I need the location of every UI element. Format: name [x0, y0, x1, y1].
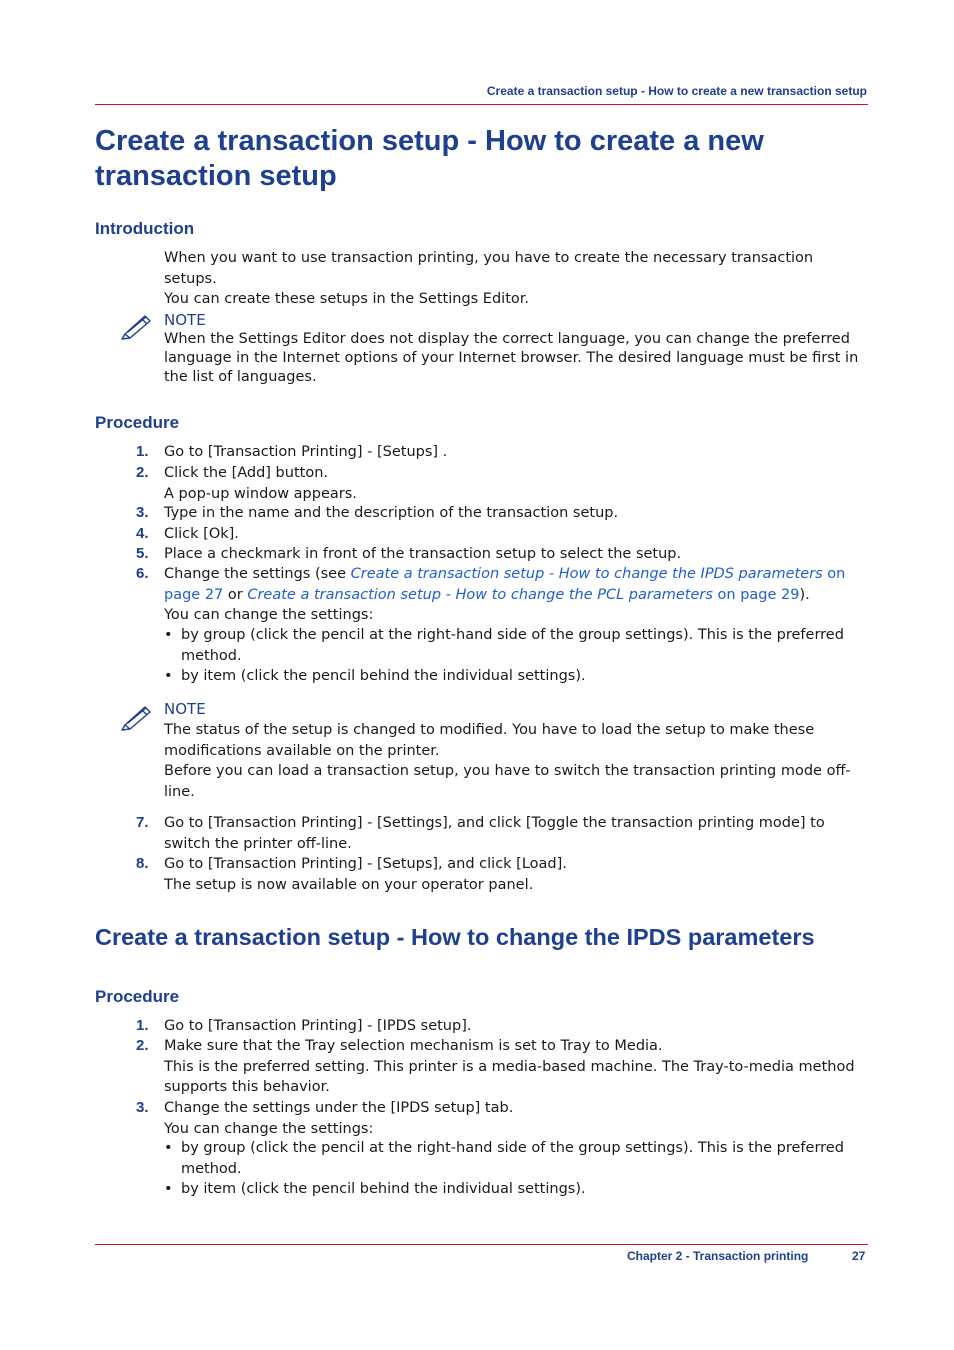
procedure-heading: Procedure [95, 413, 180, 432]
bullet-dot-icon: • [164, 627, 173, 643]
footer-rule [95, 1244, 868, 1245]
bullet-dot-icon: • [164, 668, 173, 684]
step-main-text: Go to [Transaction Printing] - [Setups], and click [Load]. [164, 856, 567, 872]
step-sub-text: You can change the settings: [164, 607, 374, 623]
step-text: Go to [Transaction Printing] - [IPDS setup]. [164, 1018, 472, 1034]
step-number: 6. [136, 565, 149, 582]
link-title: Create a transaction setup - How to change the PCL parameters [247, 586, 713, 603]
pencil-note-icon [119, 703, 153, 731]
link-page: on page 29 [712, 586, 800, 603]
step-sub-text: You can change the settings: [164, 1120, 374, 1137]
step-number: 5. [136, 545, 149, 562]
step-sub-text: A pop-up window appears. [164, 485, 357, 502]
page-27-link[interactable]: page 27 [164, 586, 224, 603]
note-text-1: The status of the setup is changed to modified. You have to load the setup to make these modifications available on the printer. [164, 722, 815, 759]
note-text [164, 720, 864, 802]
note-title: NOTE [164, 311, 206, 329]
step-number: 8. [136, 855, 149, 872]
step-number: 4. [136, 525, 149, 542]
step-text-prefix: Change the settings (see [164, 566, 351, 582]
step-number: 2. [136, 464, 149, 481]
step-main-text: Change the settings under the [IPDS setup] tab. [164, 1100, 514, 1116]
step-text: Go to [Transaction Printing] - [Settings], and click [Toggle the transaction printing mode] to switch the printer off-line. [164, 815, 825, 852]
step-text-suffix: ). [799, 586, 810, 603]
step-text: Place a checkmark in front of the transaction setup to select the setup. [164, 546, 682, 562]
step-number: 1. [136, 1017, 149, 1034]
intro-paragraph [164, 248, 864, 310]
bullet-dot-icon: • [164, 1181, 173, 1197]
section-title: Create a transaction setup - How to change the IPDS parameters [95, 924, 815, 950]
bullet-text: by group (click the pencil at the right-hand side of the group settings). This is the preferred method. [181, 1140, 844, 1177]
introduction-heading: Introduction [95, 219, 195, 238]
ipds-parameters-link[interactable] [351, 566, 846, 582]
bullet-text: by item (click the pencil behind the individual settings). [181, 668, 586, 684]
step-text [164, 564, 864, 626]
step-main-text: Click the [Add] button. [164, 465, 328, 481]
bullet-text: by item (click the pencil behind the individual settings). [181, 1181, 586, 1197]
step-number: 3. [136, 504, 149, 521]
page-title [95, 124, 764, 194]
step-number: 7. [136, 814, 149, 831]
pencil-note-icon [119, 312, 153, 340]
page-title-line2: transaction setup [95, 160, 337, 192]
page-number: 27 [852, 1249, 866, 1263]
footer-chapter: Chapter 2 - Transaction printing [627, 1249, 809, 1263]
step-main-text: Make sure that the Tray selection mechanism is set to Tray to Media. [164, 1038, 663, 1054]
step-sub-text: The setup is now available on your operator panel. [164, 876, 534, 893]
step-number: 1. [136, 443, 149, 460]
page-title-line1: Create a transaction setup - How to create a new [95, 125, 764, 157]
step-text: Go to [Transaction Printing] - [Setups] . [164, 444, 448, 460]
running-header: Create a transaction setup - How to create a new transaction setup [486, 84, 867, 98]
step-text: Type in the name and the description of the transaction setup. [164, 505, 619, 521]
bullet-text: by group (click the pencil at the right-hand side of the group settings). This is the preferred method. [181, 627, 844, 664]
header-rule [95, 104, 868, 105]
step-text [164, 1036, 864, 1098]
pcl-parameters-link[interactable] [247, 587, 799, 603]
link-on: on [822, 566, 846, 582]
note-text-2: Before you can load a transaction setup, you have to switch the transaction printing mode off-line. [164, 763, 851, 800]
procedure-heading: Procedure [95, 987, 180, 1006]
note-text: When the Settings Editor does not display the correct language, you can change the preferred language in the Internet options of your Internet browser. The desired language must be first in the list of languages. [164, 331, 859, 385]
step-number: 2. [136, 1037, 149, 1054]
link-title: Create a transaction setup - How to change the IPDS parameters [350, 566, 823, 582]
intro-line1: When you want to use transaction printing, you have to create the necessary transaction setups. [164, 250, 814, 287]
bullet-dot-icon: • [164, 1140, 173, 1156]
step-text [164, 1098, 864, 1139]
step-text: Click [Ok]. [164, 526, 239, 542]
intro-line2: You can create these setups in the Settings Editor. [164, 291, 529, 307]
step-text-or: or [223, 586, 248, 603]
step-text [164, 463, 864, 504]
step-text [164, 854, 864, 895]
step-number: 3. [136, 1099, 149, 1116]
step-sub-text: This is the preferred setting. This printer is a media-based machine. The Tray-to-media method supports this behavior. [164, 1058, 855, 1095]
note-title: NOTE [164, 700, 206, 718]
